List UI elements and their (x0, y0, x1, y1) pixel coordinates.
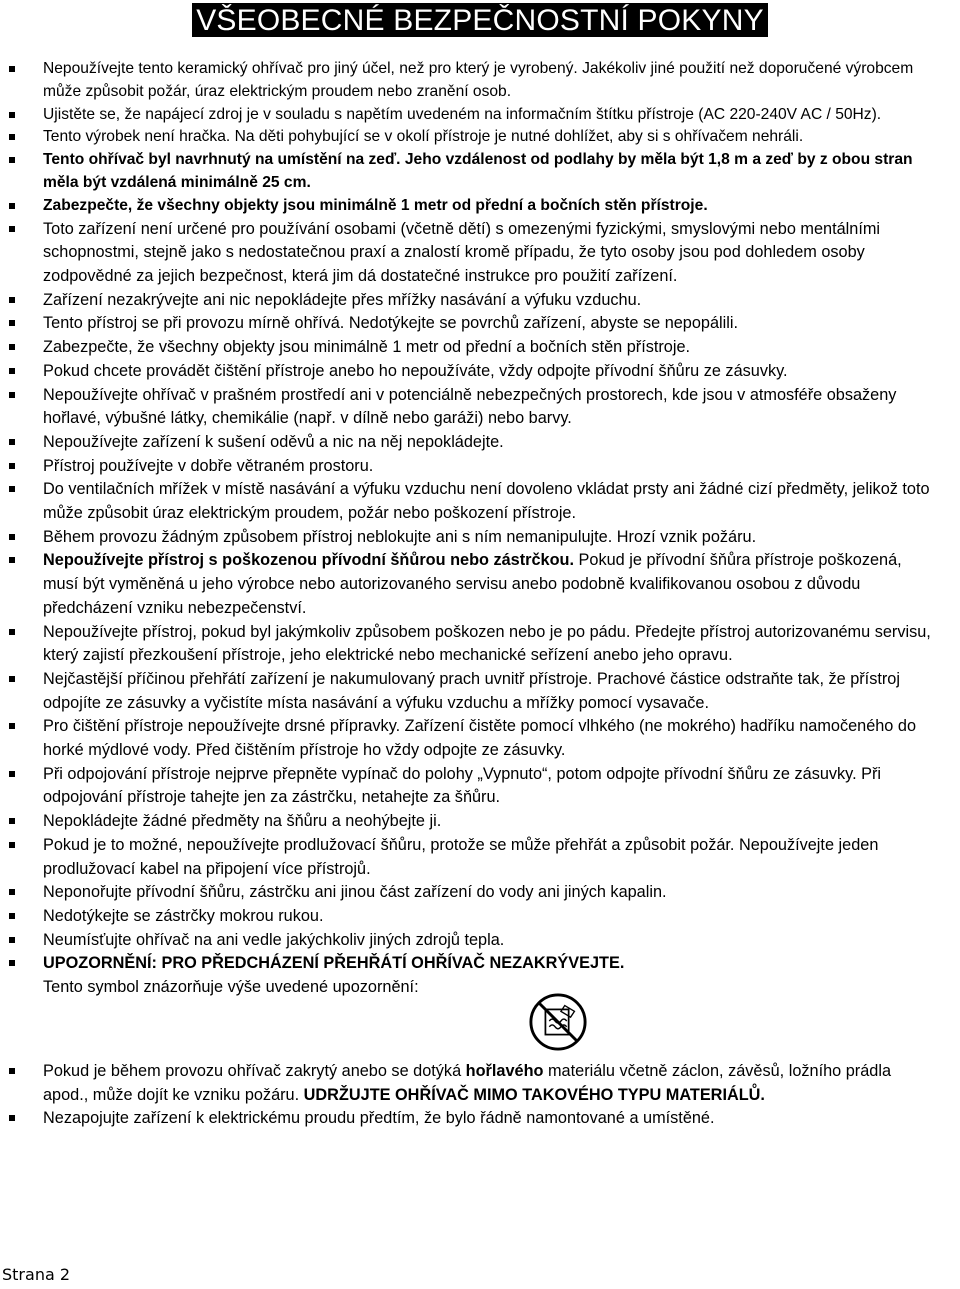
list-item (0, 1060, 960, 1107)
list-item (0, 549, 960, 620)
bullet-icon (9, 486, 15, 492)
item-text: Nedotýkejte se zástrčky mokrou rukou. (43, 906, 324, 925)
page-title: VŠEOBECNÉ BEZPEČNOSTNÍ POKYNY (192, 3, 768, 37)
item-text: Nezapojujte zařízení k elektrickému proudu předtím, že bylo řádně namontované a umístěné. (43, 1109, 715, 1128)
list-item (0, 929, 960, 953)
list-item (0, 360, 960, 384)
bullet-icon (9, 960, 15, 966)
symbol-row (0, 976, 960, 1060)
bullet-icon (9, 392, 15, 398)
list-item (0, 336, 960, 360)
item-text: Neponořujte přívodní šňůru, zástrčku ani jinou část zařízení do vody ani jiných kapalin. (43, 883, 667, 902)
bullet-icon (9, 557, 15, 563)
list-item (0, 149, 960, 195)
item-text: Během provozu žádným způsobem přístroj neblokujte ani s ním nemanipulujte. Hrozí vznik požáru. (43, 527, 757, 546)
list-item (0, 195, 960, 218)
bullet-icon (9, 842, 15, 848)
item-bold-text: hořlavého (465, 1062, 544, 1081)
bullet-icon (9, 439, 15, 445)
item-text: Nepoužívejte ohřívač v prašném prostředí ani v potenciálně nebezpečných prostorech, kde jsou v atmosféře obsaženy hořlavé, výbušné látky, chemikálie (např. v dílně nebo garáži) nebo barvy. (43, 385, 897, 428)
item-text: Ujistěte se, že napájecí zdroj je v souladu s napětím uvedeném na informačním štítku přístroje (AC 220-240V AC / 50Hz). (43, 105, 882, 123)
list-item (0, 715, 960, 762)
item-text: Nepoužívejte přístroj, pokud byl jakýmkoliv způsobem poškozen nebo je po pádu. Předejte přístroj autorizovanému servisu, který zajistí přezkoušení přístroje, jeho elektrické nebo mechanické seřízení anebo jeho opravu. (43, 622, 931, 665)
do-not-cover-icon (528, 992, 588, 1052)
item-text: Pokud je během provozu ohřívač zakrytý anebo se dotýká (43, 1062, 466, 1081)
bullet-icon (9, 771, 15, 777)
bullet-icon (9, 1068, 15, 1074)
item-bold-text: UDRŽUJTE OHŘÍVAČ MIMO TAKOVÉHO TYPU MATERIÁLŮ. (303, 1085, 765, 1104)
warning-heading-text: UPOZORNĚNÍ: PRO PŘEDCHÁZENÍ PŘEHŘÁTÍ OHŘÍVAČ NEZAKRÝVEJTE. (43, 954, 625, 973)
bullet-icon (9, 344, 15, 350)
item-text: Nejčastější příčinou přehřátí zařízení je nakumulovaný prach uvnitř přístroje. Prachové částice odstraňte tak, že přístroj odpojíte ze zásuvky a vyčistíte místa nasávání a výfuku vzduchu a mřížky pomocí vysavače. (43, 669, 900, 712)
safety-rules-list (0, 58, 960, 1131)
list-item (0, 834, 960, 881)
item-text: Zabezpečte, že všechny objekty jsou minimálně 1 metr od přední a bočních stěn přístroje. (43, 196, 708, 214)
item-text: Neumísťujte ohřívač na ani vedle jakýchkoliv jiných zdrojů tepla. (43, 930, 505, 949)
list-item (0, 668, 960, 715)
bullet-icon (9, 368, 15, 374)
list-item (0, 455, 960, 479)
bullet-icon (9, 723, 15, 729)
list-item (0, 881, 960, 905)
bullet-icon (9, 676, 15, 682)
list-item (0, 104, 960, 127)
item-text: Tento výrobek není hračka. Na děti pohybující se v okolí přístroje je nutné dohlížet, aby si s ohřívačem nehráli. (43, 128, 804, 146)
item-text: Zabezpečte, že všechny objekty jsou minimálně 1 metr od přední a bočních stěn přístroje. (43, 338, 691, 357)
item-bold-text: Nepoužívejte přístroj s poškozenou přívodní šňůrou nebo zástrčkou. (43, 551, 575, 570)
bullet-icon (9, 226, 15, 232)
item-text: Pokud je přívodní šňůra přístroje poškozená, musí být vyměněná u jeho výrobce nebo autorizovaného servisu anebo podobně kvalifikovanou osobou z důvodu předcházení vzniku nebezpečenství. (43, 551, 902, 617)
item-text: Pokud chcete provádět čištění přístroje anebo ho nepoužíváte, vždy odpojte přívodní šňůru ze zásuvky. (43, 361, 788, 380)
list-item (0, 905, 960, 929)
bullet-icon (9, 534, 15, 540)
list-item (0, 126, 960, 149)
bullet-icon (9, 913, 15, 919)
list-item (0, 526, 960, 550)
item-text: Tento ohřívač byl navrhnutý na umístění na zeď. Jeho vzdálenost od podlahy by měla být 1,8 m a zeď by z obou stran měla být vzdálená minimálně 25 cm. (43, 151, 913, 191)
bullet-icon (9, 1115, 15, 1121)
symbol-caption: Tento symbol znázorňuje výše uvedené upozornění: (43, 978, 419, 997)
list-item (0, 810, 960, 834)
item-text: Nepoužívejte tento keramický ohřívač pro jiný účel, než pro který je vyrobený. Jakékoliv jiné použití než doporučené výrobcem může způsobit požár, úraz elektrickým proudem nebo zranění osob. (43, 60, 914, 100)
bullet-icon (9, 134, 15, 140)
bullet-icon (9, 66, 15, 72)
title-wrap (0, 0, 960, 41)
item-text: Zařízení nezakrývejte ani nic nepokládejte přes mřížky nasávání a výfuku vzduchu. (43, 290, 642, 309)
item-text: Přístroj používejte v dobře větraném prostoru. (43, 456, 374, 475)
item-text: Nepoužívejte zařízení k sušení oděvů a nic na něj nepokládejte. (43, 432, 504, 451)
list-item (0, 289, 960, 313)
list-item (0, 763, 960, 810)
bullet-icon (9, 112, 15, 118)
list-item (0, 218, 960, 289)
item-text: Pokud je to možné, nepoužívejte prodlužovací šňůru, protože se může přehřát a způsobit požár. Nepoužívejte jeden prodlužovací kabel na připojení více přístrojů. (43, 835, 879, 878)
list-item (0, 384, 960, 431)
bullet-icon (9, 629, 15, 635)
warning-heading (0, 952, 960, 976)
bullet-icon (9, 297, 15, 303)
list-item (0, 1107, 960, 1131)
bullet-icon (9, 203, 15, 209)
item-text: materiálu včetně záclon, závěsů, ložního prádla apod., může dojít ke vzniku požáru. (43, 1062, 891, 1104)
bullet-icon (9, 463, 15, 469)
page-number: Strana 2 (2, 1265, 71, 1284)
item-text: Při odpojování přístroje nejprve přepněte vypínač do polohy „Vypnuto“, potom odpojte přívodní šňůru ze zásuvky. Při odpojování přístroje tahejte jen za zástrčku, netahejte za šňůru. (43, 764, 882, 807)
bullet-icon (9, 157, 15, 163)
list-item (0, 431, 960, 455)
item-text: Do ventilačních mřížek v místě nasávání a výfuku vzduchu není dovoleno vkládat prsty ani žádné cizí předměty, jelikož toto může způsobit úraz elektrickým proudem, požár nebo poškození přístroje. (43, 480, 930, 523)
bullet-icon (9, 889, 15, 895)
item-text: Nepokládejte žádné předměty na šňůru a neohýbejte ji. (43, 812, 442, 831)
list-item (0, 478, 960, 525)
list-item (0, 58, 960, 104)
list-item (0, 621, 960, 668)
bullet-icon (9, 320, 15, 326)
item-text: Toto zařízení není určené pro používání osobami (včetně dětí) s omezenými fyzickými, smyslovými nebo mentálními schopnostmi, stejně jako s nedostatečnou praxí a znalostí kromě případu, že tyto osoby jsou pod dohledem osoby zodpovědné za jejich bezpečnost, která jim dá dostatečné instrukce pro použití zařízení. (43, 219, 881, 285)
bullet-icon (9, 818, 15, 824)
item-text: Tento přístroj se při provozu mírně ohřívá. Nedotýkejte se povrchů zařízení, abyste se nepopálili. (43, 314, 739, 333)
list-item (0, 312, 960, 336)
bullet-icon (9, 937, 15, 943)
item-text: Pro čištění přístroje nepoužívejte drsné přípravky. Zařízení čistěte pomocí vlhkého (ne mokrého) hadříku namočeného do horké mýdlové vody. Před čištěním přístroje ho vždy odpojte ze zásuvky. (43, 717, 916, 760)
